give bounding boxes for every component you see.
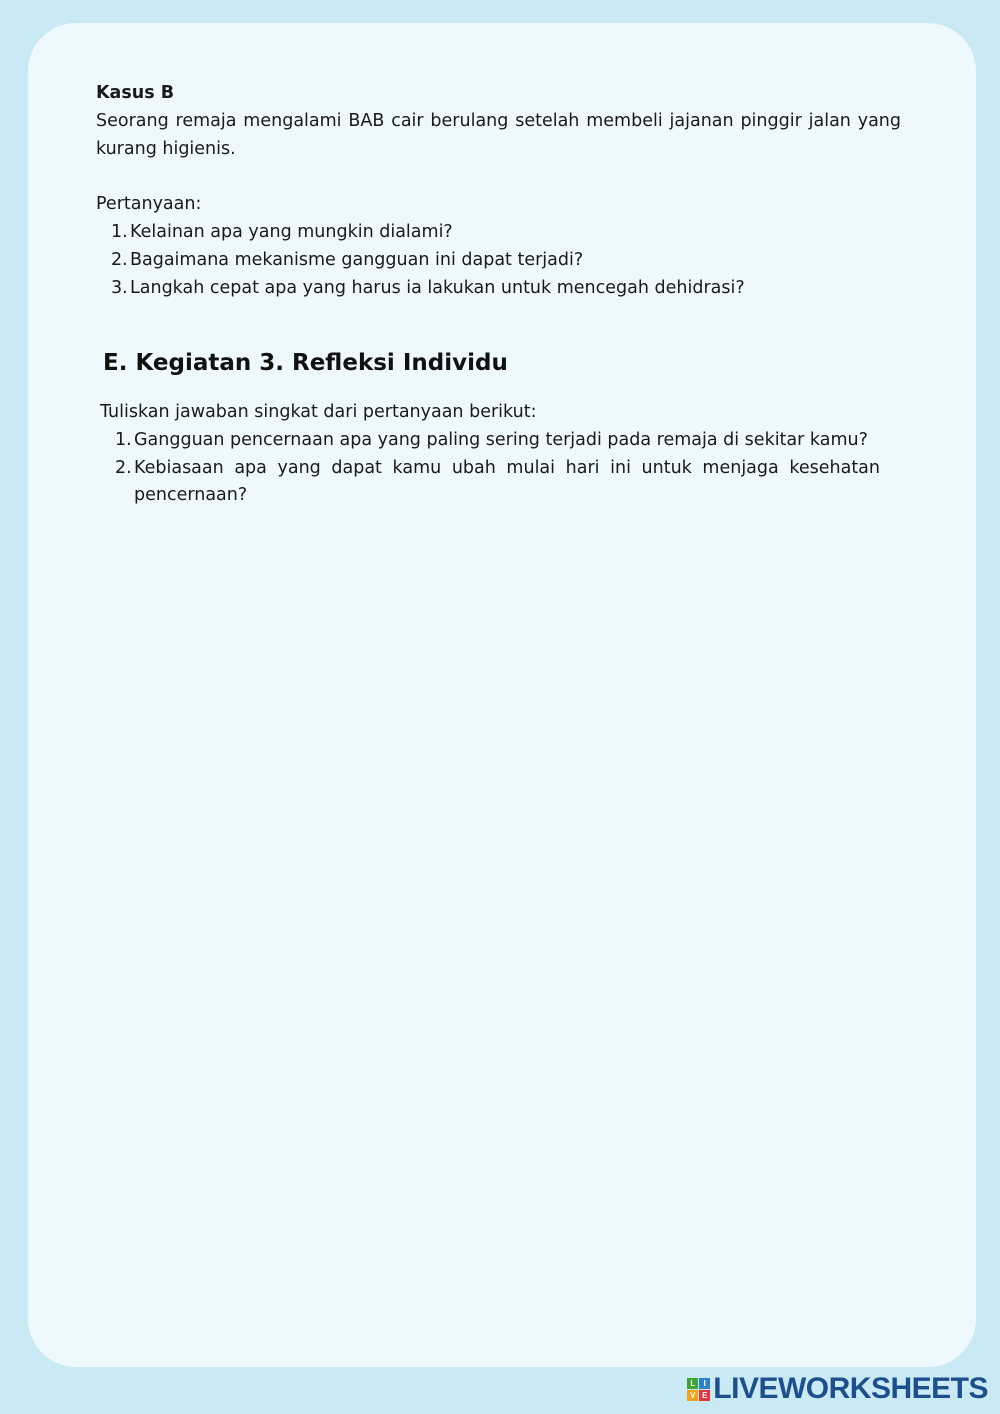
reflection-item — [100, 427, 880, 455]
question-text: Bagaimana mekanisme gangguan ini dapat terjadi? — [130, 249, 584, 270]
spacer — [96, 163, 901, 191]
case-description: Seorang remaja mengalami BAB cair berulang setelah membeli jajanan pinggir jalan yang kurang higienis. — [96, 110, 901, 159]
reflection-number: 1. — [115, 429, 132, 450]
logo-tile: E — [699, 1390, 710, 1401]
question-text: Kelainan apa yang mungkin dialami? — [130, 221, 453, 242]
question-number: 3. — [111, 277, 128, 298]
question-text: Langkah cepat apa yang harus ia lakukan untuk mencegah dehidrasi? — [130, 277, 745, 298]
logo-tile: I — [699, 1378, 710, 1389]
question-number: 1. — [111, 221, 128, 242]
reflection-intro: Tuliskan jawaban singkat dari pertanyaan berikut: — [100, 402, 537, 422]
reflection-list — [100, 427, 880, 510]
question-item — [96, 247, 901, 275]
reflection-section — [100, 399, 880, 510]
reflection-number: 2. — [115, 457, 132, 478]
liveworksheets-brand — [687, 1372, 988, 1406]
question-item — [96, 219, 901, 247]
case-section — [96, 80, 901, 302]
questions-label: Pertanyaan: — [96, 194, 202, 215]
liveworksheets-wordmark: LIVEWORKSHEETS — [713, 1372, 988, 1405]
case-title: Kasus B — [96, 83, 175, 103]
logo-tile: V — [687, 1390, 698, 1401]
reflection-item — [100, 455, 880, 511]
questions-list — [96, 219, 901, 302]
question-item — [96, 275, 901, 303]
reflection-text: Kebiasaan apa yang dapat kamu ubah mulai hari ini untuk menjaga kesehatan pencernaan? — [134, 457, 880, 506]
liveworksheets-logo-icon — [687, 1378, 710, 1401]
logo-tile: L — [687, 1378, 698, 1389]
section-heading: E. Kegiatan 3. Refleksi Individu — [103, 350, 508, 376]
question-number: 2. — [111, 249, 128, 270]
reflection-text: Gangguan pencernaan apa yang paling sering terjadi pada remaja di sekitar kamu? — [134, 429, 868, 450]
